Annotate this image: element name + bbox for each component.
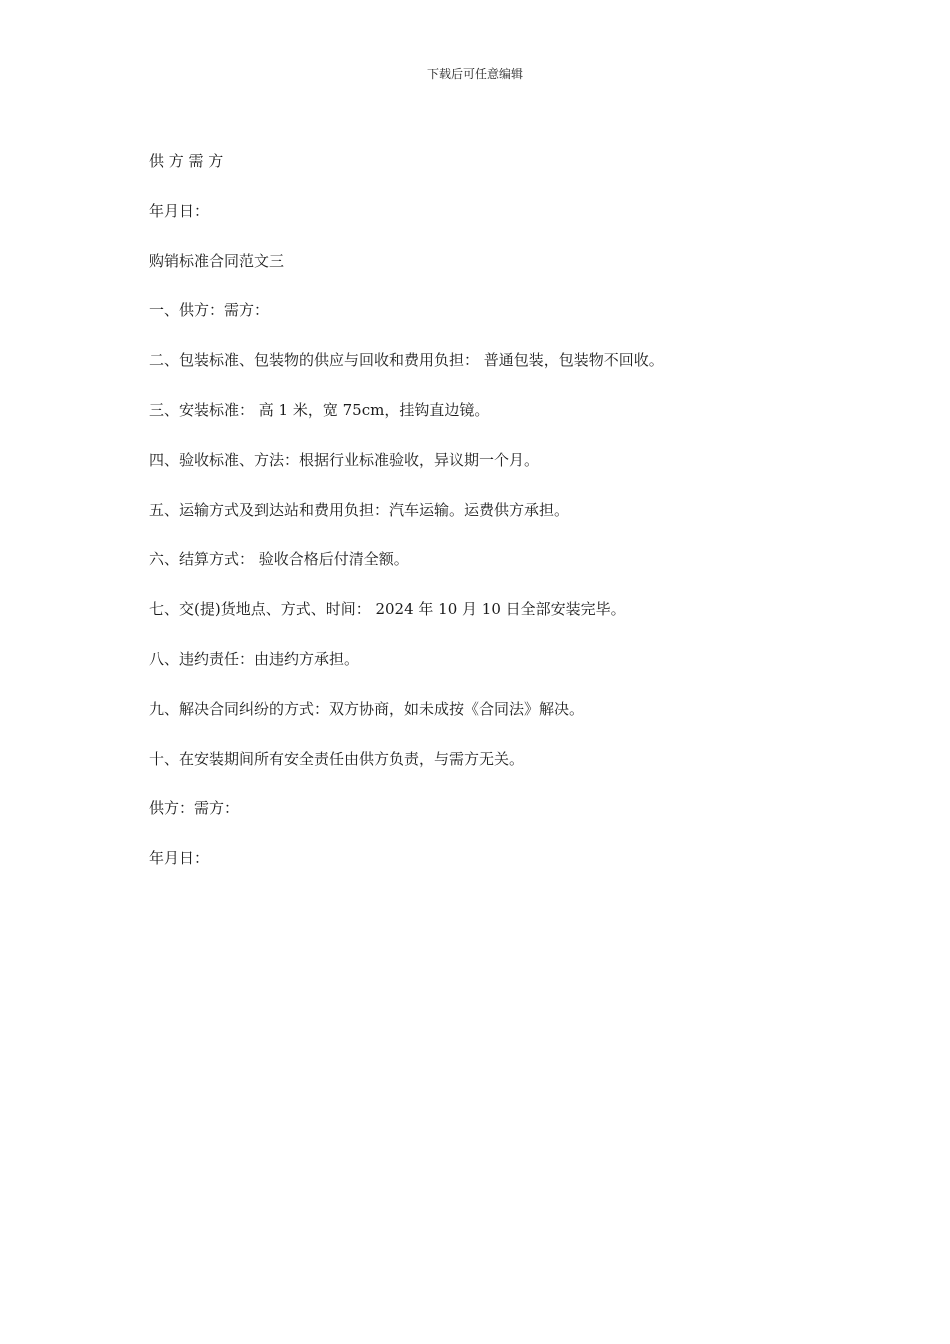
clause-7-delivery: 七、交(提)货地点、方式、时间： 2024 年 10 月 10 日全部安装完毕。 (149, 600, 626, 619)
clause-8-liability: 八、违约责任：由违约方承担。 (149, 649, 360, 668)
clause-1-parties: 一、供方：需方： (149, 301, 270, 320)
document-body (149, 150, 849, 897)
signature-date-line: 年月日： (149, 849, 210, 868)
page-header: 下载后可任意编辑 (426, 67, 523, 81)
clause-6-settlement: 六、结算方式： 验收合格后付清全额。 (149, 550, 409, 569)
clause-3-installation: 三、安装标准： 高 1 米，宽 75cm，挂钩直边镜。 (149, 400, 490, 419)
clause-5-transport: 五、运输方式及到达站和费用负担：汽车运输。运费供方承担。 (149, 500, 570, 519)
clause-10-safety: 十、在安装期间所有安全责任由供方负责，与需方无关。 (149, 749, 525, 768)
clause-9-disputes: 九、解决合同纠纷的方式：双方协商，如未成按《合同法》解决。 (149, 699, 585, 718)
signature-line: 供方：需方： (149, 799, 240, 818)
signature-parties-line: 供 方 需 方 (149, 152, 224, 170)
clause-2-packaging: 二、包装标准、包装物的供应与回收和费用负担： 普通包装，包装物不回收。 (149, 351, 664, 370)
date-line: 年月日： (149, 201, 210, 220)
clause-4-acceptance: 四、验收标准、方法：根据行业标准验收，异议期一个月。 (149, 450, 540, 469)
document-title: 购销标准合同范文三 (149, 251, 285, 270)
